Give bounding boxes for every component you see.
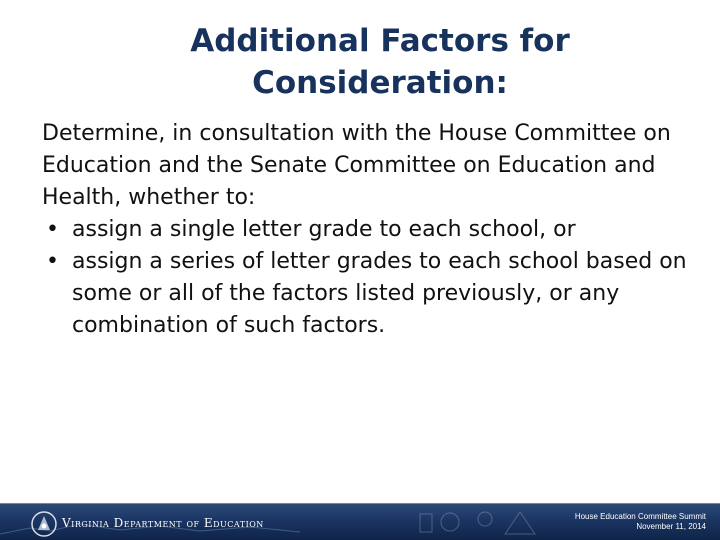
virginia-state-seal-icon [30, 510, 58, 538]
slide-title: Additional Factors for Consideration: [190, 23, 570, 101]
bullet-list [42, 214, 702, 342]
footer-meta [575, 512, 706, 532]
footer-logo-text: Virginia Department of Education [62, 516, 264, 530]
bullet-icon: • [46, 217, 59, 242]
slide-body [42, 118, 702, 342]
bullet-text: assign a single letter grade to each school, or [72, 217, 576, 242]
bullet-item [42, 214, 702, 246]
bullet-text: assign a series of letter grades to each school based on some or all of the factors listed previously, or any combination of such factors. [72, 249, 687, 338]
intro-paragraph: Determine, in consultation with the House Committee on Education and the Senate Committee on Education and Health, whether to: [42, 121, 671, 210]
footer-date: November 11, 2014 [636, 522, 706, 531]
footer-event: House Education Committee Summit [574, 512, 706, 521]
footer-bar [0, 503, 720, 540]
bullet-item [42, 246, 702, 342]
bullet-icon: • [46, 249, 59, 274]
